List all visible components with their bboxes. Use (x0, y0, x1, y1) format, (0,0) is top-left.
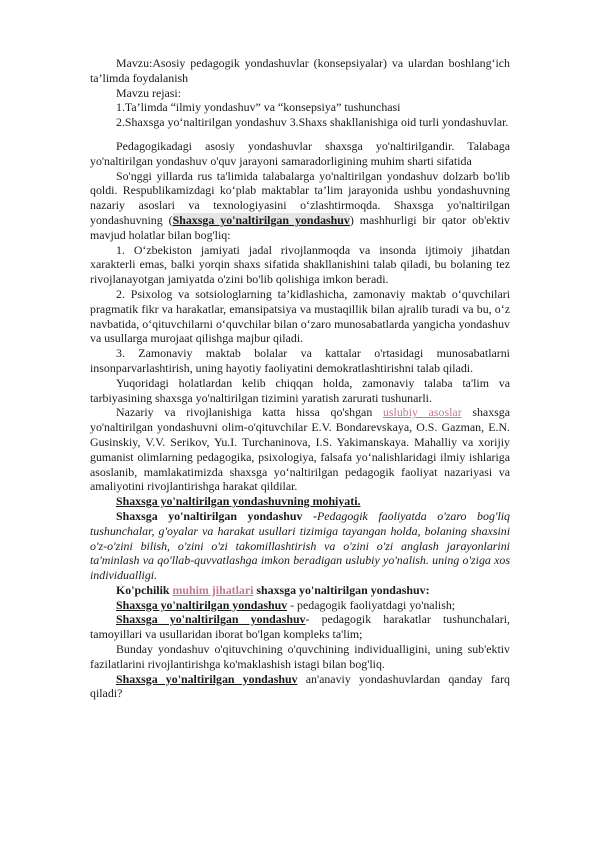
list-item-2: 2. Psixolog va sotsiologlarning ta’kidlashicha, zamonaviy maktab o‘quvchilari pragmatik fikr va harakatlar, emansipatsiya va mustaqillik bilan ajralib turadi va bu, o‘z navbatida, o‘qituvchilarni o‘quvchilar bilan o‘zaro munosabatlarda yangicha yondashuv va usullarga murojaat qilishga majbur qiladi. (90, 286, 510, 346)
plan-item-2: 2.Shaxsga yo‘naltirilgan yondashuv 3.Shaxs shakllanishiga oid turli yondashuvlar. (116, 115, 509, 130)
section-heading: Shaxsga yo'naltirilgan yondashuvning mohiyati. (116, 494, 361, 509)
definition-text: Pedagogik faoliyatda o'zaro bog'liq tushunchalar, g'oyalar va harakat usullari tizimiga tayangan holda, bolaning shaxsini o'z-o'zini bilish, o'zini o'zi takomillashtirish va o'zini o'zi anglash jarayonlarini ta'minlash va qo'llab-quvvatlashga imkon beradigan uslubiy yo'nalish. uning o'ziga xos individualligi. (90, 508, 510, 583)
term-link[interactable]: Shaxsga yo'naltirilgan yondashuv (172, 212, 350, 227)
paragraph-conclusion: Yuqoridagi holatlardan kelib chiqqan holda, zamonaviy talaba ta'lim va tarbiyasining shaxsga yo'naltirilgan tizimini yaratish zarurati tushunarli. (90, 375, 510, 405)
question-line (90, 672, 510, 702)
paragraph-teacher: Bunday yondashuv o'qituvchining o'quvchining individualligini, uning sub'ektiv fazilatlarini rivojlantirishga ko'maklashish istagi bilan bog'liq. (90, 642, 510, 671)
paragraph-text: So'nggi yillarda rus ta'limida talabalarga yo'naltirilgan yondashuv dolzarb bo'lib qoldi. Respublikamizdagi ko‘plab maktablar ta’lim jarayonida ushbu yondashuvning nazariy asoslari va texnologiyasini o‘zlashtirmoqda. Shaxsga yo'naltirilgan yondashuvning ( (90, 168, 510, 227)
definition (90, 509, 510, 583)
term-underlined: Shaxsga yo'naltirilgan yondashuv (116, 612, 306, 627)
paragraph-text: shaxsga yo'naltirilgan yondashuv: (253, 582, 430, 597)
paragraph-text: shaxsga yo'naltirilgan yondashuvni olim-o'qituvchilar E.V. Bondarevskaya, O.S. Gazman, E.N. Gusinskiy, V.V. Serikov, Yu.I. Turchaninova, I.S. Yakimanskaya. Mahalliy va xorijiy gumanist olimlarning pedagogika, psixologiya, falsafa yo‘nalishlaridagi ilmiy ishlariga asoslanib, mamlakatimizda shaxsga yo‘naltirilgan pedagogik faoliyat nazariyasi va amaliyotini rivojlantirishga harakat qildilar. (90, 405, 510, 494)
list-item-3: 3. Zamonaviy maktab bolalar va kattalar o'rtasidagi munosabatlarni insonparvarlashtirish, uning hayotiy faoliyatini demokratlashtirishni talab qiladi. (90, 346, 510, 375)
paragraph-text: - pedagogik faoliyatdagi yo'nalish; (287, 597, 456, 612)
paragraph-text: Ko'pchilik (116, 582, 173, 597)
term-underlined: Shaxsga yo'naltirilgan yondashuv (116, 671, 298, 686)
plan-heading: Mavzu rejasi: (116, 85, 182, 100)
topic-title: Mavzu:Asosiy pedagogik yondashuvlar (konsepsiyalar) va ulardan boshlang‘ich ta’limda foydalanish (90, 56, 510, 85)
paragraph-text: Nazariy va rivojlanishiga katta hissa qo'shgan (116, 405, 383, 420)
plan-item-1: 1.Ta’limda “ilmiy yondashuv” va “konsepsiya” tushunchasi (116, 100, 401, 115)
paragraph-scholars (90, 405, 510, 494)
term-underlined: Shaxsga yo'naltirilgan yondashuv (116, 597, 288, 612)
methodology-link[interactable]: uslubiy asoslar (382, 405, 462, 420)
paragraph-text: ) mashhurligi bir qator ob'ektiv mavjud holatlar bilan bog'liq: (90, 212, 510, 242)
paragraph-text: an'anaviy yondashuvlardan qanday farq qiladi? (90, 671, 510, 701)
aspects-heading (90, 583, 510, 598)
paragraph-relevance (90, 169, 510, 243)
paragraph-intro: Pedagogikadagi asosiy yondashuvlar shaxsga yo'naltirilgandir. Talabaga yo'naltirilgan yondashuv o'quv jarayoni samaradorligining muhim sharti sifatida (90, 138, 510, 168)
aspect-item-2 (90, 612, 510, 642)
paragraph-text: - pedagogik harakatlar tushunchalari, tamoyillari va usullaridan iborat bo'lgan kompleks ta'lim; (90, 612, 510, 642)
definition-term: Shaxsga yo'naltirilgan yondashuv - (116, 508, 317, 523)
aspect-item-1 (90, 598, 510, 613)
aspects-link[interactable]: muhim jihatlari (172, 582, 254, 597)
list-item-1: 1. O‘zbekiston jamiyati jadal rivojlanmoqda va insonda ijtimoiy jihatdan xarakterli emas, balki yorqin shaxs sifatida shakllanishini talab qiladi, bu bolaning tez rivojlanayotgan jamiyatda o'zini bo'lib qolishiga imkon beradi. (90, 242, 510, 287)
